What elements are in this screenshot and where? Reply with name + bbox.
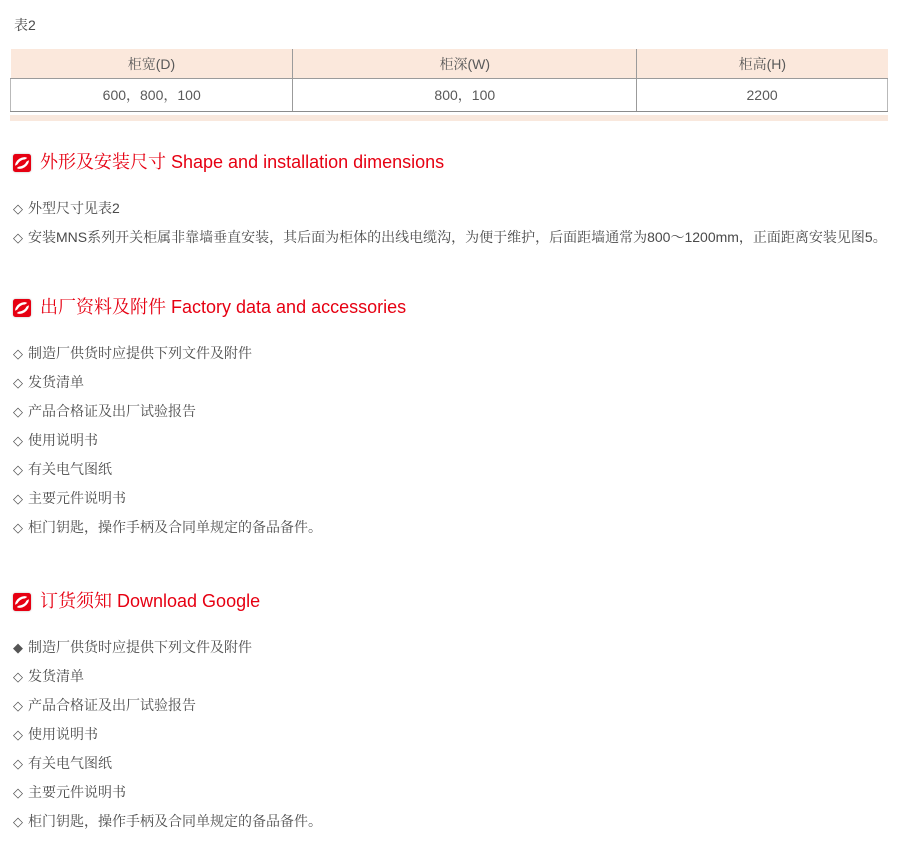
list-item-text: 主要元件说明书 [28, 490, 126, 506]
bullet-list [13, 633, 888, 836]
section-heading [13, 295, 888, 320]
table-header-row [11, 49, 888, 79]
diamond-bullet-icon: ◇ [13, 201, 23, 216]
section-ordering-information [13, 589, 888, 836]
list-item [13, 691, 888, 720]
list-item-text: 柜门钥匙，操作手柄及合同单规定的备品备件。 [28, 813, 322, 829]
list-item-text: 安装MNS系列开关柜属非靠墙垂直安装，其后面为柜体的出线电缆沟，为便于维护，后面距墙通常为800～1200mm，正面距离安装见图5。 [28, 229, 887, 245]
list-item [13, 426, 888, 455]
list-item-text: 主要元件说明书 [28, 784, 126, 800]
cabinet-depth-value: 800，100 [293, 79, 637, 112]
cabinet-height-value: 2200 [637, 79, 888, 112]
section-heading [13, 589, 888, 614]
diamond-bullet-icon: ◇ [13, 698, 23, 713]
list-item-text: 使用说明书 [28, 432, 98, 448]
cabinet-dimensions-table [10, 49, 888, 112]
bullet-list [13, 194, 888, 252]
list-item-text: 产品合格证及出厂试验报告 [28, 697, 196, 713]
diamond-bullet-icon: ◇ [13, 462, 23, 477]
list-item [13, 339, 888, 368]
list-item-text: 有关电气图纸 [28, 461, 112, 477]
cabinet-width-value: 600，800，100 [11, 79, 293, 112]
list-item [13, 662, 888, 691]
diamond-bullet-icon: ◇ [13, 346, 23, 361]
table-footer-strip [10, 115, 888, 121]
list-item [13, 455, 888, 484]
list-item-text: 有关电气图纸 [28, 755, 112, 771]
table-caption: 表2 [14, 17, 36, 33]
section-title-text: 订货须知 Download Google [40, 591, 261, 611]
diamond-bullet-icon: ◇ [13, 230, 23, 245]
list-item-text: 外型尺寸见表2 [28, 200, 120, 216]
section-factory-data-accessories [13, 295, 888, 542]
section-title-text: 外形及安装尺寸 Shape and installation dimensions [40, 152, 445, 172]
diamond-bullet-icon: ◇ [13, 520, 23, 535]
diamond-bullet-icon: ◇ [13, 433, 23, 448]
list-item [13, 633, 888, 662]
list-item-text: 制造厂供货时应提供下列文件及附件 [28, 345, 252, 361]
brand-swoosh-icon [13, 593, 31, 611]
list-item [13, 720, 888, 749]
table-header-cabinet-height: 柜高(H) [637, 49, 888, 79]
list-item [13, 223, 888, 252]
diamond-bullet-icon: ◇ [13, 491, 23, 506]
list-item [13, 194, 888, 223]
list-item-text: 柜门钥匙，操作手柄及合同单规定的备品备件。 [28, 519, 322, 535]
table-header-cabinet-width: 柜宽(D) [11, 49, 293, 79]
diamond-bullet-icon: ◇ [13, 814, 23, 829]
filled-diamond-bullet-icon: ◆ [13, 640, 23, 655]
list-item-text: 制造厂供货时应提供下列文件及附件 [28, 639, 252, 655]
list-item-text: 发货清单 [28, 374, 84, 390]
section-title-text: 出厂资料及附件 Factory data and accessories [40, 297, 407, 317]
table-header-cabinet-depth: 柜深(W) [293, 49, 637, 79]
list-item-text: 发货清单 [28, 668, 84, 684]
section-shape-installation-dimensions [13, 150, 888, 252]
list-item [13, 778, 888, 807]
list-item [13, 368, 888, 397]
diamond-bullet-icon: ◇ [13, 669, 23, 684]
list-item-text: 产品合格证及出厂试验报告 [28, 403, 196, 419]
bullet-list [13, 339, 888, 542]
diamond-bullet-icon: ◇ [13, 785, 23, 800]
list-item-text: 使用说明书 [28, 726, 98, 742]
brand-swoosh-icon [13, 154, 31, 172]
list-item [13, 397, 888, 426]
list-item [13, 484, 888, 513]
diamond-bullet-icon: ◇ [13, 727, 23, 742]
brand-swoosh-icon [13, 299, 31, 317]
section-heading [13, 150, 888, 175]
table-row [11, 79, 888, 112]
list-item [13, 513, 888, 542]
diamond-bullet-icon: ◇ [13, 756, 23, 771]
list-item [13, 749, 888, 778]
diamond-bullet-icon: ◇ [13, 375, 23, 390]
list-item [13, 807, 888, 836]
diamond-bullet-icon: ◇ [13, 404, 23, 419]
